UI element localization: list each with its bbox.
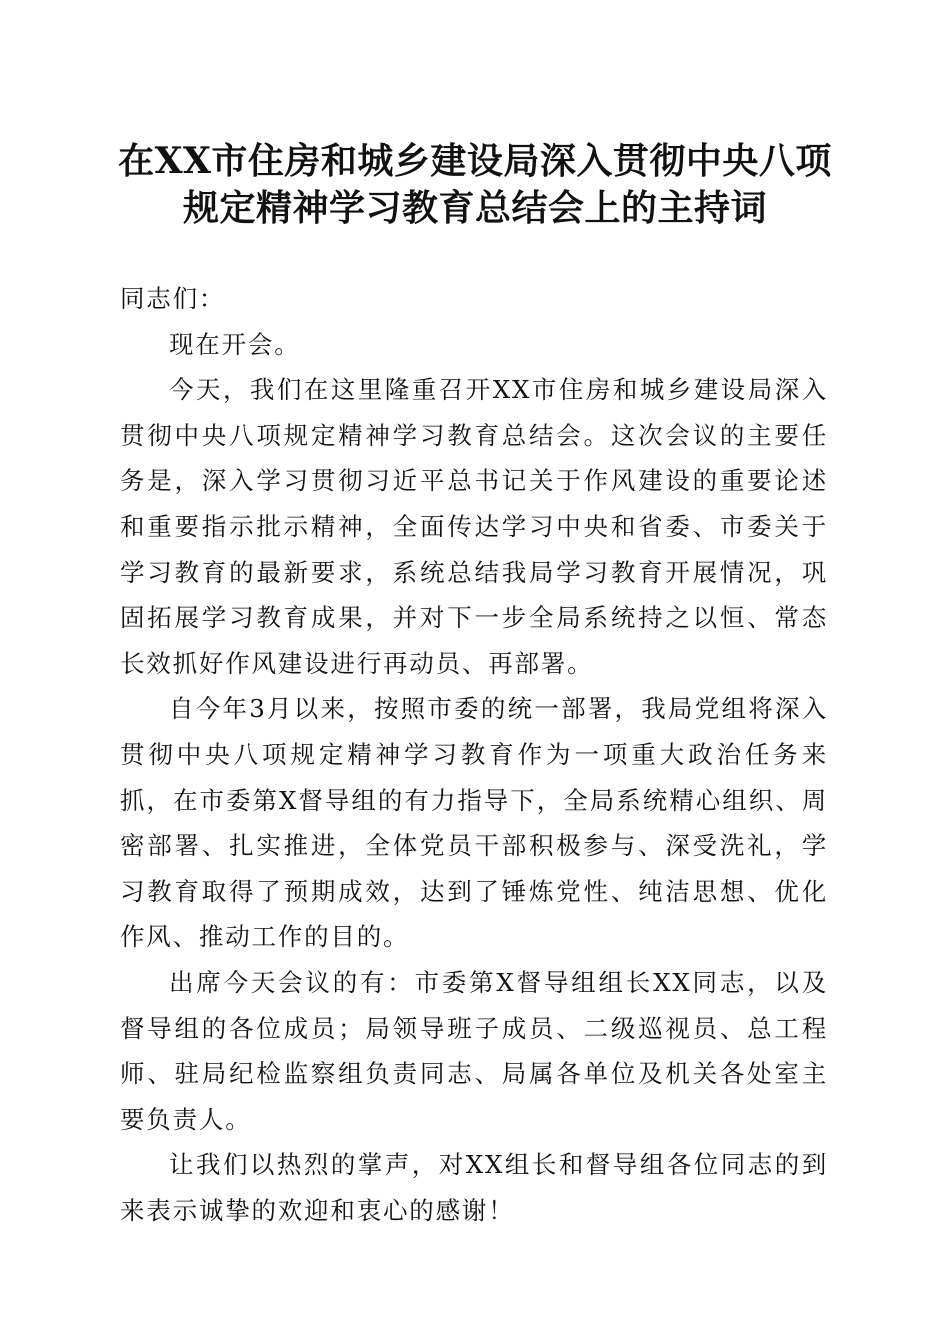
paragraph-opening: 现在开会。 xyxy=(169,329,301,359)
paragraph-meeting-purpose: 今天，我们在这里隆重召开XX市住房和城乡建设局深入贯彻中央八项规定精神学习教育总结会。这次会议的主要任务是，深入学习贯彻习近平总书记关于作风建设的重要论述和重要指示批示精神，全面传达学习中央和省委、市委关于学习教育的最新要求，系统总结我局学习教育开展情况，巩固拓展学习教育成果，并对下一步全局系统持之以恒、常态长效抓好作风建设进行再动员、再部署。 xyxy=(120,375,828,678)
paragraph-attendees: 出席今天会议的有：市委第X督导组组长XX同志，以及督导组的各位成员；局领导班子成员、二级巡视员、总工程师、驻局纪检监察组负责同志、局属各单位及机关各处室主要负责人。 xyxy=(120,967,828,1134)
document-title-line-1: 在XX市住房和城乡建设局深入贯彻中央八项 xyxy=(118,140,832,182)
salutation: 同志们： xyxy=(120,284,226,313)
document-title-line-2: 规定精神学习教育总结会上的主持词 xyxy=(182,187,767,229)
document-body xyxy=(120,276,828,1233)
paragraph-progress-summary: 自今年3月以来，按照市委的统一部署，我局党组将深入贯彻中央八项规定精神学习教育作为一项重大政治任务来抓，在市委第X督导组的有力指导下，全局系统精心组织、周密部署、扎实推进，全体党员干部积极参与、深受洗礼，学习教育取得了预期成效，达到了锤炼党性、纯洁思想、优化作风、推动工作的目的。 xyxy=(120,694,828,952)
paragraph-welcome: 让我们以热烈的掌声，对XX组长和督导组各位同志的到来表示诚挚的欢迎和衷心的感谢！ xyxy=(120,1150,828,1225)
